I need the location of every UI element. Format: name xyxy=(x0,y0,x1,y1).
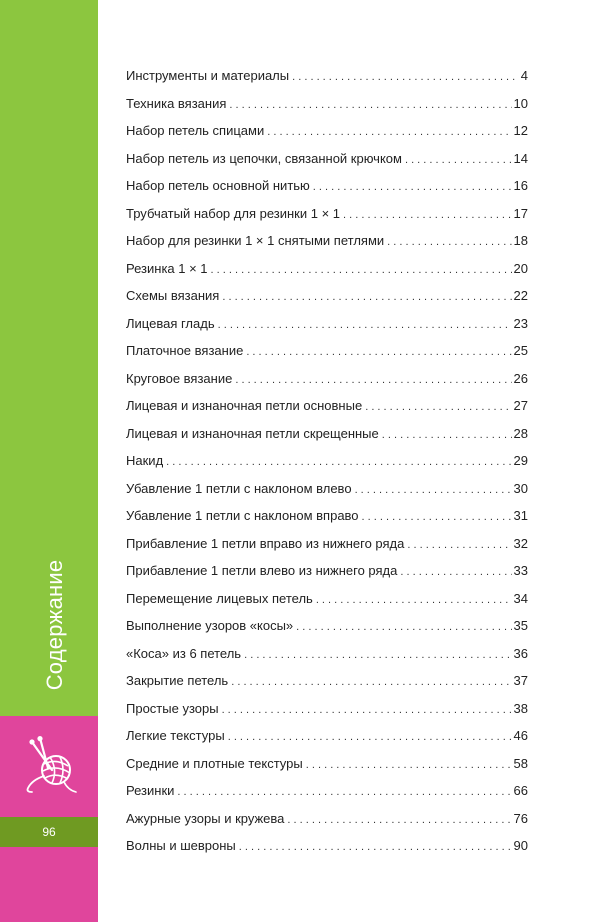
toc-entry xyxy=(126,316,528,344)
toc-entry xyxy=(126,398,528,426)
toc-entry-title: Накид xyxy=(126,453,164,468)
toc-entry-leader-dots xyxy=(400,566,511,578)
toc-entry-leader-dots xyxy=(267,126,511,138)
page-number: 96 xyxy=(42,825,56,839)
toc-entry-leader-dots xyxy=(306,759,512,771)
toc-entry-page-number: 27 xyxy=(513,398,528,413)
toc-entry xyxy=(126,233,528,261)
toc-entry-page-number: 90 xyxy=(513,838,528,853)
toc-entry-title: Платочное вязание xyxy=(126,343,244,358)
toc-entry-leader-dots xyxy=(405,154,512,166)
toc-entry-leader-dots xyxy=(365,401,511,413)
toc-entry xyxy=(126,96,528,124)
toc-entry-title: «Коса» из 6 петель xyxy=(126,645,242,661)
toc-entry xyxy=(126,343,528,371)
toc-entry xyxy=(126,756,528,784)
toc-entry-title: Набор петель спицами xyxy=(126,123,265,138)
toc-entry-page-number: 12 xyxy=(513,123,528,138)
toc-entry xyxy=(126,68,528,96)
toc-entry-leader-dots xyxy=(222,291,511,303)
toc-entry-leader-dots xyxy=(362,511,512,523)
toc-entry xyxy=(126,591,528,619)
toc-entry-title: Техника вязания xyxy=(126,95,227,111)
toc-entry xyxy=(126,206,528,234)
toc-entry-page-number: 46 xyxy=(513,728,528,743)
table-of-contents xyxy=(126,68,528,866)
toc-entry-leader-dots xyxy=(228,731,512,743)
toc-entry-leader-dots xyxy=(316,594,512,606)
toc-entry-page-number: 38 xyxy=(513,700,528,716)
toc-entry-title: Средние и плотные текстуры xyxy=(126,755,303,771)
toc-entry-leader-dots xyxy=(313,181,512,193)
toc-entry-leader-dots xyxy=(218,319,512,331)
toc-entry-page-number: 66 xyxy=(513,783,528,798)
toc-entry xyxy=(126,123,528,151)
toc-entry-leader-dots xyxy=(211,264,512,276)
toc-entry-page-number: 58 xyxy=(513,755,528,771)
toc-entry-leader-dots xyxy=(231,676,511,688)
toc-entry-page-number: 10 xyxy=(513,95,528,111)
toc-entry xyxy=(126,701,528,729)
toc-entry xyxy=(126,178,528,206)
toc-entry-page-number: 22 xyxy=(513,288,528,303)
toc-entry-page-number: 29 xyxy=(513,453,528,468)
toc-entry-title: Резинки xyxy=(126,783,175,798)
toc-entry-leader-dots xyxy=(382,429,512,441)
toc-entry-page-number: 25 xyxy=(513,343,528,358)
toc-entry-page-number: 36 xyxy=(513,645,528,661)
toc-entry-title: Легкие текстуры xyxy=(126,728,225,743)
toc-entry xyxy=(126,673,528,701)
toc-entry-page-number: 37 xyxy=(513,673,528,688)
toc-entry-title: Круговое вязание xyxy=(126,370,233,386)
toc-entry-page-number: 34 xyxy=(513,590,528,606)
toc-entry xyxy=(126,811,528,839)
toc-entry xyxy=(126,481,528,509)
toc-entry-page-number: 23 xyxy=(513,315,528,331)
toc-entry-page-number: 20 xyxy=(513,260,528,276)
toc-entry xyxy=(126,563,528,591)
toc-entry-page-number: 26 xyxy=(513,370,528,386)
toc-entry-title: Волны и шевроны xyxy=(126,838,236,853)
toc-entry-leader-dots xyxy=(387,236,511,248)
toc-entry-title: Прибавление 1 петли вправо из нижнего ряда xyxy=(126,535,405,551)
toc-entry xyxy=(126,508,528,536)
toc-entry-title: Набор петель основной нитью xyxy=(126,178,310,193)
toc-entry-leader-dots xyxy=(296,621,511,633)
section-title: Содержание xyxy=(42,559,67,691)
toc-entry-page-number: 18 xyxy=(513,233,528,248)
toc-entry xyxy=(126,783,528,811)
toc-entry xyxy=(126,536,528,564)
toc-entry xyxy=(126,426,528,454)
toc-entry-page-number: 30 xyxy=(513,480,528,496)
toc-entry-page-number: 14 xyxy=(513,150,528,166)
toc-entry-title: Резинка 1 × 1 xyxy=(126,260,208,276)
toc-entry-title: Лицевая гладь xyxy=(126,315,215,331)
toc-entry xyxy=(126,646,528,674)
toc-entry-page-number: 35 xyxy=(513,618,528,633)
toc-entry-page-number: 32 xyxy=(513,535,528,551)
toc-entry xyxy=(126,618,528,646)
toc-entry xyxy=(126,151,528,179)
toc-entry xyxy=(126,453,528,481)
toc-entry xyxy=(126,261,528,289)
toc-entry xyxy=(126,371,528,399)
sidebar-bottom-band xyxy=(0,847,98,922)
yarn-ball-needles-icon xyxy=(18,736,80,796)
toc-entry-page-number: 4 xyxy=(520,68,528,83)
toc-entry-title: Закрытие петель xyxy=(126,673,229,688)
toc-entry-leader-dots xyxy=(177,786,511,798)
toc-entry-title: Трубчатый набор для резинки 1 × 1 xyxy=(126,205,341,221)
toc-entry-page-number: 76 xyxy=(513,810,528,826)
toc-entry-page-number: 31 xyxy=(513,508,528,523)
toc-entry-title: Набор петель из цепочки, связанной крючком xyxy=(126,150,402,166)
toc-entry-title: Простые узоры xyxy=(126,700,219,716)
toc-entry-title: Набор для резинки 1 × 1 снятыми петлями xyxy=(126,233,385,248)
toc-entry-leader-dots xyxy=(235,374,511,386)
toc-entry-title: Лицевая и изнаночная петли скрещенные xyxy=(126,425,379,441)
toc-entry-page-number: 28 xyxy=(513,425,528,441)
toc-entry-page-number: 16 xyxy=(513,178,528,193)
toc-entry-title: Ажурные узоры и кружева xyxy=(126,810,285,826)
toc-entry-leader-dots xyxy=(222,704,512,716)
toc-entry-page-number: 33 xyxy=(513,563,528,578)
toc-entry xyxy=(126,728,528,756)
toc-entry-leader-dots xyxy=(355,484,512,496)
toc-entry-title: Прибавление 1 петли влево из нижнего ряда xyxy=(126,563,398,578)
toc-entry-leader-dots xyxy=(343,209,512,221)
toc-entry-leader-dots xyxy=(244,649,511,661)
toc-entry-title: Убавление 1 петли с наклоном влево xyxy=(126,480,352,496)
toc-entry-title: Выполнение узоров «косы» xyxy=(126,618,294,633)
toc-entry-leader-dots xyxy=(246,346,511,358)
toc-entry-leader-dots xyxy=(292,71,519,83)
toc-entry-title: Перемещение лицевых петель xyxy=(126,590,313,606)
toc-entry-title: Убавление 1 петли с наклоном вправо xyxy=(126,508,359,523)
toc-entry-title: Схемы вязания xyxy=(126,288,220,303)
toc-entry-title: Инструменты и материалы xyxy=(126,68,290,83)
toc-entry-leader-dots xyxy=(229,99,511,111)
toc-entry-page-number: 17 xyxy=(513,205,528,221)
toc-entry-leader-dots xyxy=(407,539,511,551)
toc-entry-leader-dots xyxy=(166,456,511,468)
toc-entry xyxy=(126,288,528,316)
toc-entry-title: Лицевая и изнаночная петли основные xyxy=(126,398,363,413)
toc-entry-leader-dots xyxy=(287,814,511,826)
toc-entry-leader-dots xyxy=(239,841,512,853)
toc-entry xyxy=(126,838,528,866)
sidebar xyxy=(0,0,98,922)
